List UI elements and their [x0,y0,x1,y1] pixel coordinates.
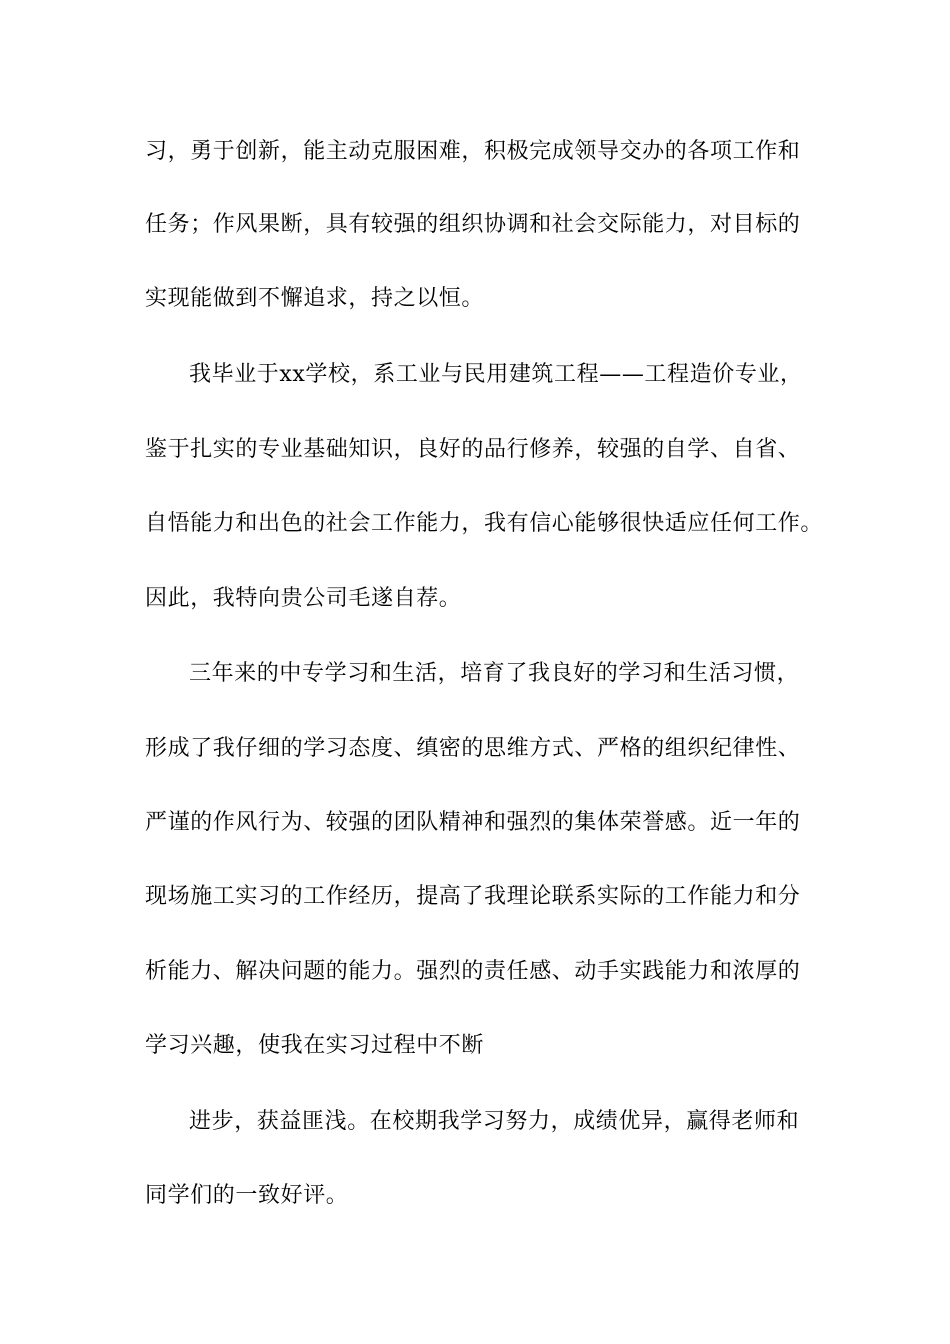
text-line: 习，勇于创新，能主动克服困难，积极完成领导交办的各项工作和 [145,139,801,164]
text-line: 我毕业于xx学校，系工业与民用建筑工程——工程造价专业， [189,362,803,387]
text-line: 形成了我仔细的学习态度、缜密的思维方式、严格的组织纪律性、 [145,736,801,761]
text-line: 三年来的中专学习和生活，培育了我良好的学习和生活习惯， [189,661,800,686]
text-line: 鉴于扎实的专业基础知识，良好的品行修养，较强的自学、自省、 [145,437,801,462]
text-line: 因此，我特向贵公司毛遂自荐。 [145,586,462,611]
text-line: 严谨的作风行为、较强的团队精神和强烈的集体荣誉感。近一年的 [145,810,801,835]
text-line: 现场施工实习的工作经历，提高了我理论联系实际的工作能力和分 [145,884,801,909]
text-line: 析能力、解决问题的能力。强烈的责任感、动手实践能力和浓厚的 [145,959,801,984]
text-line: 进步，获益匪浅。在校期我学习努力，成绩优异，赢得老师和 [189,1109,800,1134]
text-line: 自悟能力和出色的社会工作能力，我有信心能够很快适应任何工作。 [145,511,824,536]
text-line: 学习兴趣，使我在实习过程中不断 [145,1033,485,1058]
text-line: 任务；作风果断，具有较强的组织协调和社会交际能力，对目标的 [145,212,801,237]
text-line: 同学们的一致好评。 [145,1183,349,1208]
text-line: 实现能做到不懈追求，持之以恒。 [145,286,485,311]
